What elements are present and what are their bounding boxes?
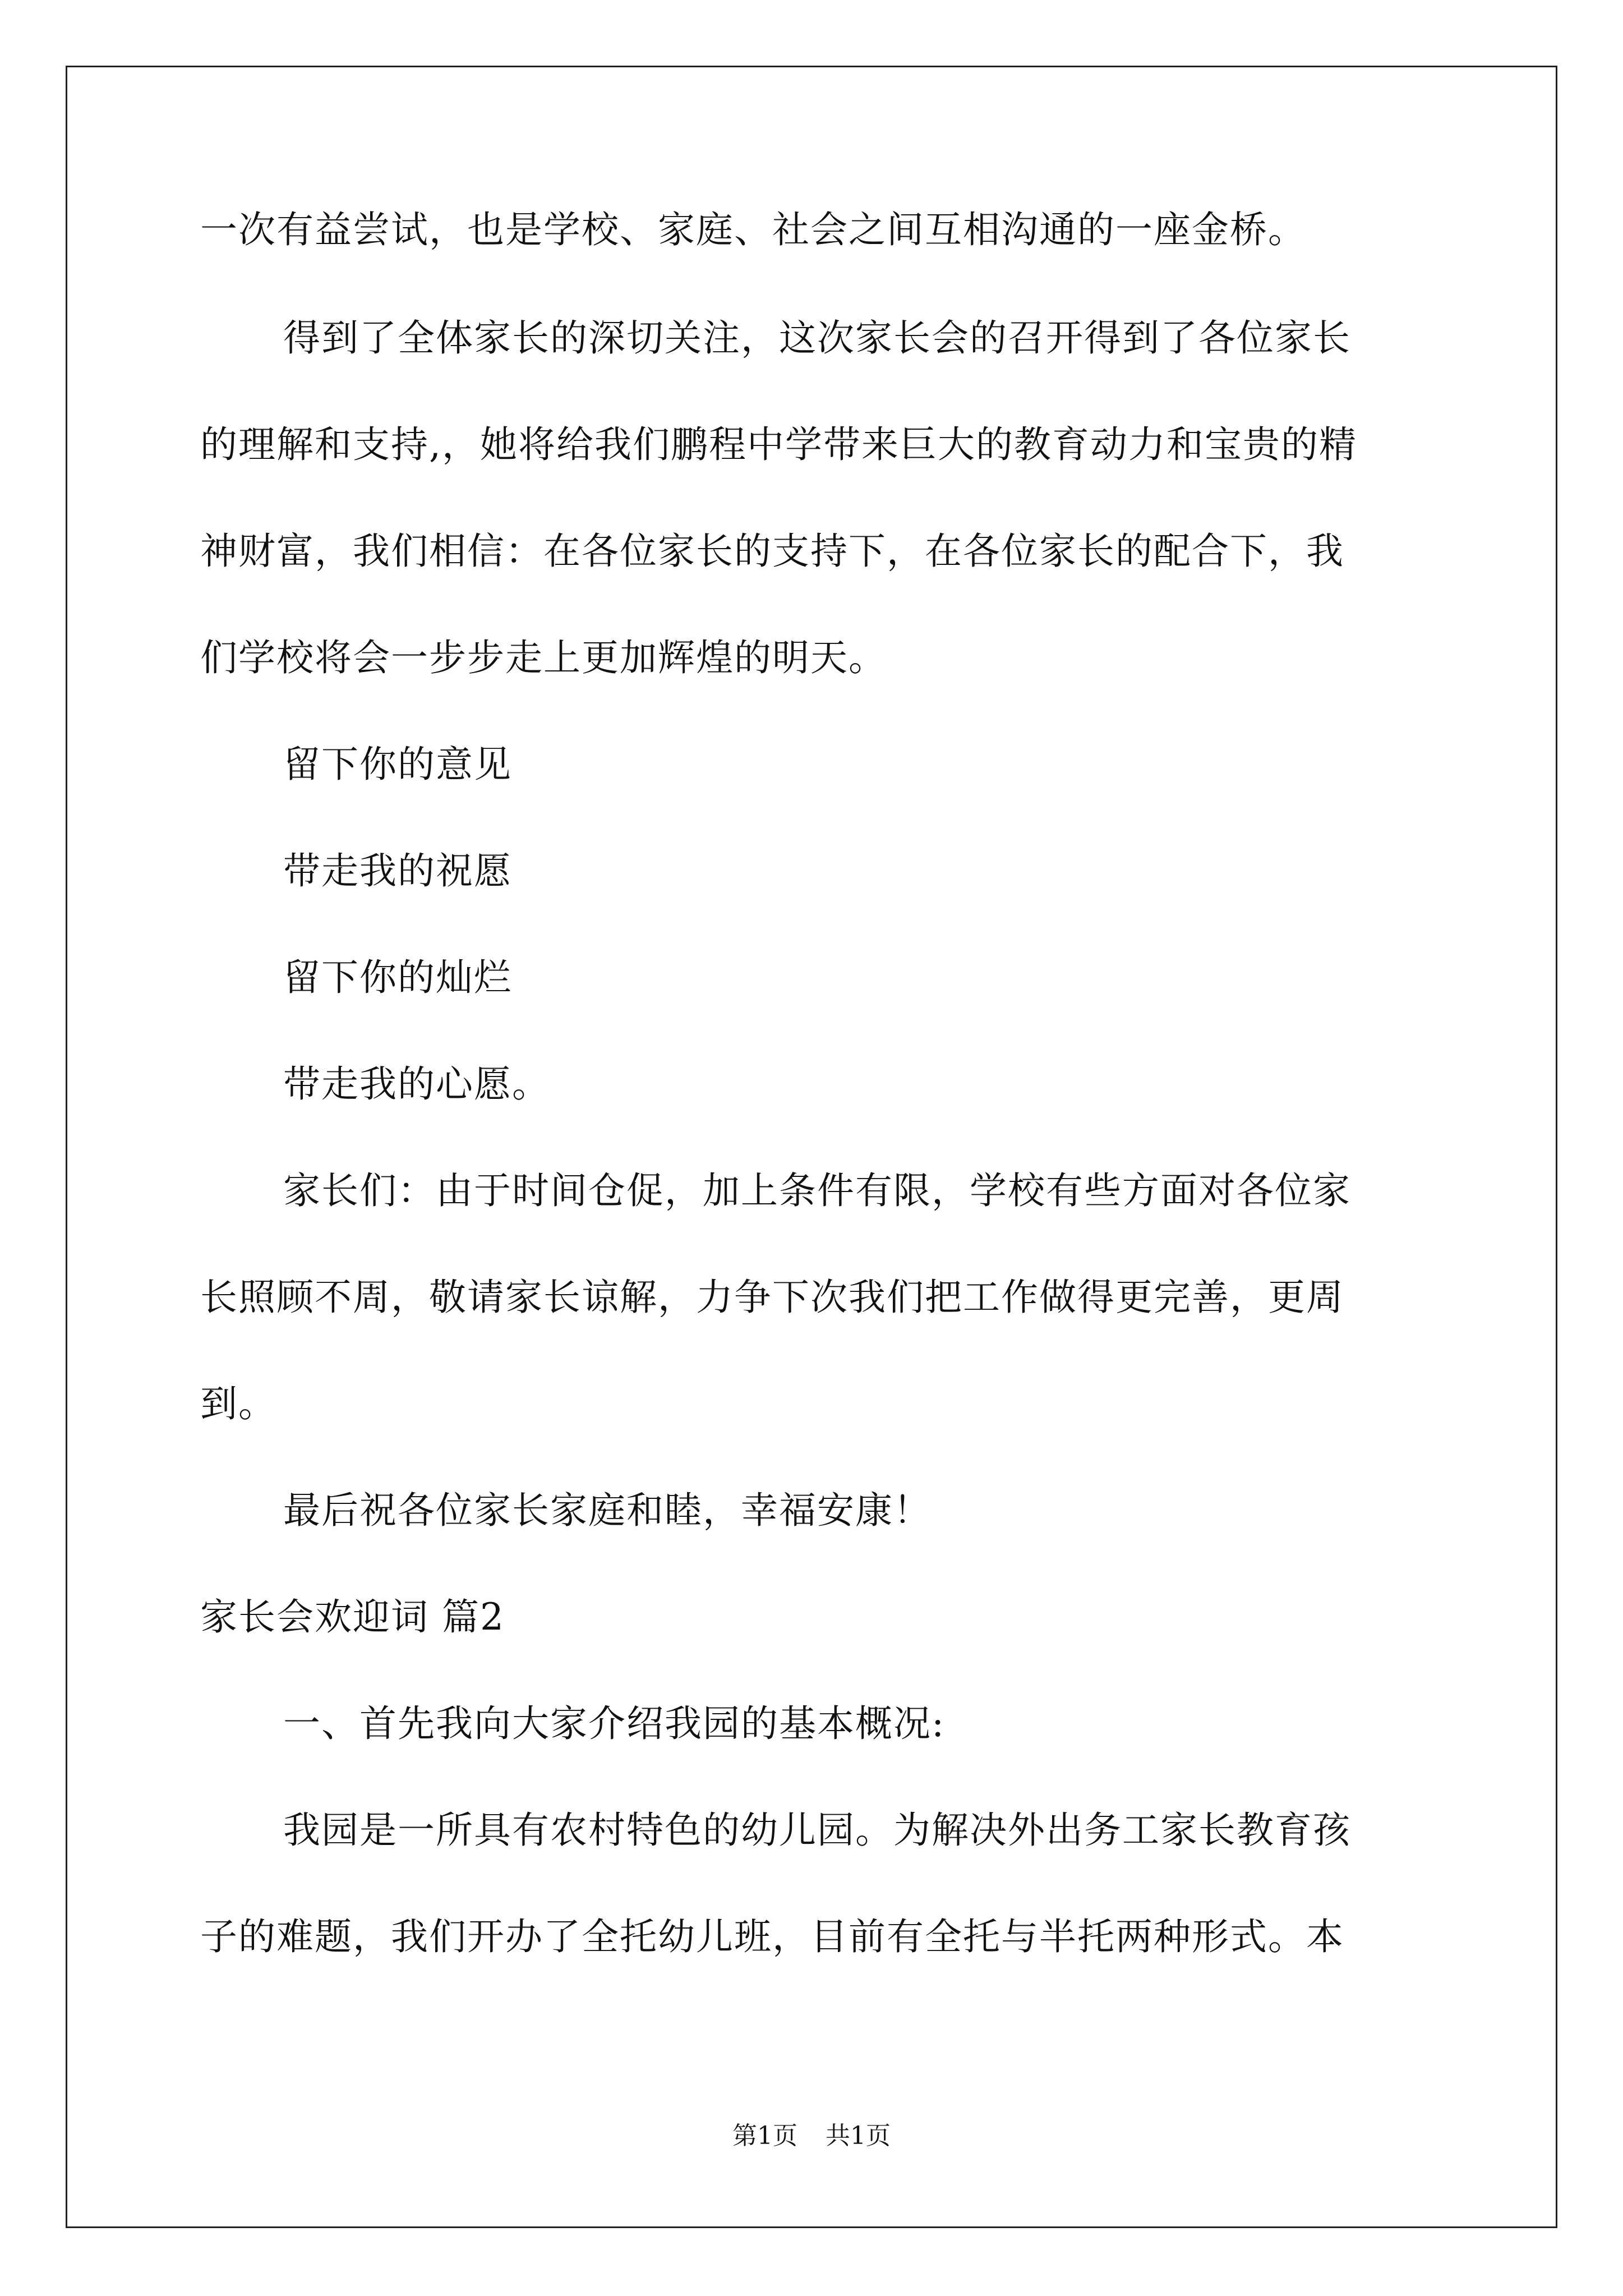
paragraph-line: 家长们：由于时间仓促，加上条件有限，学校有些方面对各位家 <box>283 1169 1351 1212</box>
page-number: 第1页 <box>732 2122 797 2150</box>
paragraph-line: 一次有益尝试，也是学校、家庭、社会之间互相沟通的一座金桥。 <box>200 208 1306 251</box>
paragraph-line: 一、首先我向大家介绍我园的基本概况: <box>283 1702 946 1745</box>
paragraph-line: 到。 <box>200 1382 276 1425</box>
paragraph-line: 最后祝各位家长家庭和睦，幸福安康！ <box>283 1489 932 1532</box>
page-footer <box>0 2120 1623 2152</box>
page-border <box>66 66 1557 2228</box>
page-total: 共1页 <box>826 2122 891 2150</box>
paragraph-line: 神财富，我们相信：在各位家长的支持下，在各位家长的配合下，我 <box>200 530 1344 573</box>
paragraph-line: 们学校将会一步步走上更加辉煌的明天。 <box>200 636 887 679</box>
paragraph-line: 子的难题，我们开办了全托幼儿班，目前有全托与半托两种形式。本 <box>200 1915 1344 1958</box>
paragraph-line: 我园是一所具有农村特色的幼儿园。为解决外出务工家长教育孩 <box>283 1809 1351 1852</box>
paragraph-line: 带走我的心愿。 <box>283 1062 550 1106</box>
section-heading: 家长会欢迎词 篇2 <box>200 1595 505 1639</box>
paragraph-line: 带走我的祝愿 <box>283 849 512 892</box>
paragraph-line: 的理解和支持,，她将给我们鹏程中学带来巨大的教育动力和宝贵的精 <box>200 423 1357 466</box>
paragraph-line: 得到了全体家长的深切关注，这次家长会的召开得到了各位家长 <box>283 316 1351 360</box>
paragraph-line: 留下你的意见 <box>283 743 512 786</box>
paragraph-line: 长照顾不周，敬请家长谅解，力争下次我们把工作做得更完善，更周 <box>200 1276 1344 1319</box>
paragraph-line: 留下你的灿烂 <box>283 956 512 999</box>
